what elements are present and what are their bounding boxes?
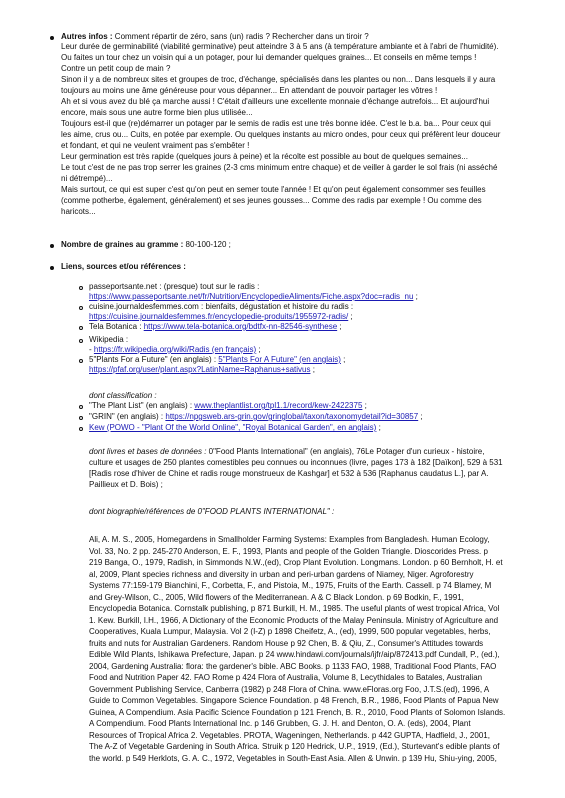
biblio-line: Edible Wild Plants, Ishikawa Prefecture, Japan. p 24 www.hindawi.com/journals/ijfr/aip/872413.pdf Cundall, P., (ed.), — [89, 650, 500, 659]
journaldesfemmes-link[interactable]: https://cuisine.journaldesfemmes.fr/encyclopedie-produits/1955972-radis/ — [89, 312, 349, 321]
biblio-line: and Grey-Wilson, C., 2005, Wild flowers of the Mediterranean. A & C Black London. p 69 Bodkin, F., 1991, — [89, 592, 464, 602]
biblio-line: 219 Banga, O., 1979, Radish, in Simmonds N.W.,(ed), Crop Plant Evolution. Longmans. London. p 60 Bernholt, H. et — [89, 558, 503, 567]
link-item-pfaf — [89, 355, 345, 365]
link-item-journaldesfemmes: cuisine.journaldesfemmes.com : bienfaits, dégustation et histoire du radis : — [89, 302, 354, 311]
biblio-line: The A-Z of Vegetable Gardening in South Africa. Struik p 120 Hedrick, U.P., 1919, (Ed.), Sturtevant's edible plants of — [89, 742, 500, 751]
biblio-line: Encyclopedia Botanica. Cornstalk publishing, p 871 Burkill, H. M., 1985. The useful plants of west tropical Africa, Vol — [89, 604, 500, 613]
bullet-liens — [50, 266, 54, 270]
bullet-autres — [50, 36, 54, 40]
biblio-line: Government Publishing Service, Canberra (1982) p 248 Flora of China. www.eFloras.org Foo, J.T.S.(ed), 1996, A — [89, 684, 490, 694]
livres-label: dont livres et bases de données : — [89, 447, 207, 456]
biblio-line: al, 2009, Plant species richness and diversity in urban and peri-urban gardens of Niamey, Niger. Agroforestry — [89, 569, 474, 579]
grin-link[interactable]: https://npgsweb.ars-grin.gov/gringlobal/taxon/taxonomydetail?id=30857 — [165, 412, 419, 421]
autres-line: Ou faites un tour chez un voisin qui a un potager, pour lui demander quelques graines... Et conseils en même temps ! — [61, 53, 477, 62]
autres-line: ni détrempé)... — [61, 174, 113, 183]
plantlist-text: "The Plant List" (en anglais) : — [89, 401, 195, 410]
circle-bullet — [79, 427, 83, 431]
wikipedia-link[interactable]: https://fr.wikipedia.org/wiki/Radis (en français) — [93, 345, 257, 354]
tela-text: Tela Botanica : — [89, 322, 144, 331]
autres-line: Ah et si vous avez du blé ça marche aussi ! C'était d'ailleurs une excellente monnaie d'échange autrefois... Et aujourd'hui — [61, 97, 490, 106]
biblio-line: 2004, Gardening Australia: flora: the gardener's bible. ABC Books. p 1133 FAO, 1988, Traditional Food Plants, FAO — [89, 661, 497, 671]
autres-line: toujours au moins une âme généreuse pour vous dépanner... En attendant de pouvoir partager les vôtres ! — [61, 86, 438, 95]
classif-label: dont classification : — [89, 391, 157, 400]
tail: ; — [256, 345, 261, 354]
biblio-line: Guide to Common Vegetables. Singapore Science Foundation. p 48 French, B.R., 1986, Food Plants of Papua New — [89, 696, 499, 705]
sep: ; — [340, 355, 346, 364]
graines-value: 80-100-120 ; — [183, 240, 231, 249]
livres-line: Paillieux et D. Bois) ; — [89, 480, 163, 489]
biblio-line: Systems 77:159-179 Bianchini, F., Corbetta, F., and Pistoia, M., 1975, Fruits of the Earth. Cassell. p 74 Blamey, M — [89, 581, 492, 590]
autres-line: (comme potherbe, également, généralement) et ses jeunes gousses... Comme des radis par exemple ! Ou comme des — [61, 196, 482, 205]
livres-line: culture et usages de 250 plantes comestibles peu connues ou inconnues (livre, pages 173 à 182 [Daïkon], 529 à 531 — [89, 458, 503, 467]
autres-line: Toujours est-il que (re)démarrer un potager par le semis de radis est une très bonne idée. C'est le b.a. ba... Pour ceux qui — [61, 119, 491, 128]
circle-bullet — [79, 326, 83, 330]
link-item-passeportsante: passeportsante.net : (presque) tout sur le radis : — [89, 282, 260, 291]
biblio-line: Cooperatives, Kuala Lumpur, Malaysia. Vol 2 (I-Z) p 1898 Cheifetz, A., (ed), 1999, 500 popular vegetables, herbs, — [89, 627, 491, 636]
liens-label: Liens, sources et/ou références : — [61, 262, 186, 271]
livres-text: 0"Food Plants International" (en anglais), 76Le Potager d'un curieux - histoire, — [206, 447, 485, 456]
biblio-line: the world. p 549 Herklots, G. A. C., 1972, Vegetables in South-East Asia. Allen & Unwin. p 139 Hu, Shiu-ying, 2005, — [89, 753, 497, 763]
tail: ; — [376, 423, 381, 432]
autres-first: Comment répartir de zéro, sans (un) radis ? Rechercher dans un tiroir ? — [112, 32, 369, 41]
biblio-line: Ali, A. M. S., 2005, Homegardens in Smallholder Farming Systems: Examples from Bangladesh. Human Ecology, — [89, 535, 490, 544]
biblio-label: dont biographie/références de 0"FOOD PLANTS INTERNATIONAL" : — [89, 507, 335, 516]
classif-grin — [89, 412, 423, 422]
link-journaldesfemmes-url[interactable] — [89, 312, 353, 322]
autres-line: Mais surtout, ce qui est super c'est qu'on peut en semer toute l'année ! Et qu'on peut également consommer ses feuilles — [61, 185, 486, 194]
autres-line: Le tout c'est de ne pas trop serrer les graines (2-3 cms minimum entre chaque) et de veiller à garder le sol frais (ni asséché — [61, 163, 498, 172]
autres-line: et fondant, et qui ne veulent vraiment pas s'embêter ! — [61, 141, 250, 150]
autres-line: les aime, crus ou... Cuits, en potée par exemple. Ou quelques instants au micro ondes, pour ceux qui préfèrent leur douceur — [61, 130, 501, 139]
biblio-line: Resources of Tropical Africa 2. Vegetables. PROTA, Wageningen, Netherlands. p 442 GUPTA, Hadfield, J., 2001, — [89, 730, 490, 740]
circle-bullet — [79, 306, 83, 310]
biblio-line: Guinea, A Compendium. Asia Pacific Science Foundation p 121 French, B. R., 2010, Food Plants of Solomon Islands. — [89, 707, 506, 717]
kew-link[interactable]: Kew (POWO - "Plant Of the World Online", "Royal Botanical Garden", en anglais) — [89, 423, 377, 432]
biblio-line: A Compendium. Food Plants International Inc. p 146 Grubben, G. J. H. and Denton, O. A. (eds), 2004, Plant — [89, 719, 471, 728]
autres-line: haricots... — [61, 207, 96, 216]
circle-bullet — [79, 359, 83, 363]
biblio-line: fruits and nuts for Australian Gardeners. Random House p 92 Chen, B. & Qiu, Z., Consumer's Attitudes towards — [89, 638, 484, 648]
biblio-line: 1. Kew. Burkill, I.H., 1966, A Dictionary of the Economic Products of the Malay Peninsula. Ministry of Agriculture and — [89, 615, 499, 625]
pfaf-text: 5"Plants For a Future" (en anglais) : — [89, 355, 219, 364]
circle-bullet — [79, 339, 83, 343]
autres-first-line — [61, 32, 369, 42]
tail: ; — [413, 292, 418, 301]
circle-bullet — [79, 405, 83, 409]
autres-line: encore, mais sous une autre forme bien plus utilisée... — [61, 108, 253, 117]
biblio-line: Vol. 33, No. 2 pp. 245-270 Anderson, E. F., 1993, Plants and people of the Golden Triangle. Dioscorides Press. p — [89, 546, 488, 556]
tail: ; — [337, 322, 342, 331]
link-passeportsante-url[interactable] — [89, 292, 418, 302]
tail: ; — [418, 412, 423, 421]
autres-line: Contre un petit coup de main ? — [61, 64, 171, 73]
classif-plantlist — [89, 401, 367, 411]
livres-line — [89, 447, 484, 457]
tail: ; — [362, 401, 367, 410]
pfaf-link-label[interactable]: 5"Plants For A Future" (en anglais) — [218, 355, 341, 364]
autres-line: Leur germination est très rapide (quelques jours à peine) et la récolte est possible au bout de quelques semaines... — [61, 152, 468, 161]
tail: ; — [348, 312, 353, 321]
link-item-tela — [89, 322, 342, 332]
passeportsante-link[interactable]: https://www.passeportsante.net/fr/Nutrition/EncyclopedieAliments/Fiche.aspx?doc=radis_nu — [89, 292, 414, 301]
tela-link[interactable]: https://www.tela-botanica.org/bdtfx-nn-82546-synthese — [143, 322, 338, 331]
dash: - — [89, 345, 94, 354]
circle-bullet — [79, 416, 83, 420]
autres-line: Sinon il y a de nombreux sites et groupes de troc, d'échange, spécialisés dans les plantes ou non... Dans lesquels il y aura — [61, 75, 496, 84]
autres-label: Autres infos : — [61, 32, 113, 41]
graines-label: Nombre de graines au gramme : — [61, 240, 184, 249]
graines-line — [61, 240, 231, 250]
link-item-wikipedia: Wikipedia : — [89, 335, 129, 344]
pfaf-link[interactable]: https://pfaf.org/user/plant.aspx?LatinName=Raphanus+sativus — [89, 365, 311, 374]
autres-line: Leur durée de germinabilité (viabilité germinative) peut atteindre 3 à 5 ans (à température ambiante et à l'abri de l'humidité). — [61, 42, 499, 51]
grin-text: "GRIN" (en anglais) : — [89, 412, 166, 421]
tail: ; — [310, 365, 315, 374]
link-pfaf-url[interactable] — [89, 365, 315, 375]
link-wikipedia-url[interactable] — [89, 345, 261, 355]
classif-kew — [89, 423, 381, 433]
circle-bullet — [79, 286, 83, 290]
biblio-line: Food and Nutrition Paper 42. FAO Rome p 424 Flora of Australia, Volume 8, Lecythidales to Batales, Australian — [89, 673, 483, 682]
bullet-graines — [50, 244, 54, 248]
livres-line: [Radis rose d'hiver de Chine et radis rouge monstrueux de Kashgar] et 532 à 536 [Raphanus caudatus L.], par A. — [89, 469, 489, 478]
plantlist-link[interactable]: www.theplantlist.org/tpl1.1/record/kew-2422375 — [194, 401, 363, 410]
